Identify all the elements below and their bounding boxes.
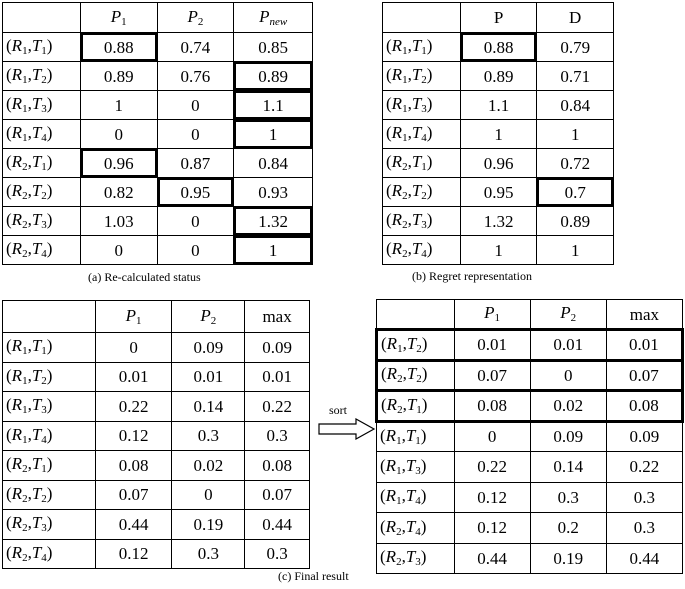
table-cell: 1.32: [460, 207, 537, 236]
table-row: [383, 62, 614, 91]
table-row: [3, 149, 313, 178]
header-max: max: [245, 301, 310, 333]
table-cell: 0.76: [157, 62, 234, 91]
caption-b: (b) Regret representation: [412, 269, 532, 283]
table-cell: 0.19: [530, 543, 606, 574]
table-cell: 0.22: [95, 392, 172, 422]
table-row: [3, 510, 310, 540]
table-cell: 0.89: [460, 62, 537, 91]
table-cell: 0.01: [245, 362, 310, 392]
row-label: $(R_1,T_2)$: [3, 362, 96, 392]
caption-a: (a) Re-calculated status: [88, 270, 201, 284]
table-cell: 0.07: [454, 360, 530, 391]
row-label: $(R_2,T_4)$: [383, 236, 461, 265]
table-cell: 0.07: [95, 480, 172, 510]
table-cell: 0.01: [530, 330, 606, 361]
corner-cell: [3, 301, 96, 333]
table-cell: 0.88: [80, 33, 157, 62]
row-label: $(R_2,T_3)$: [377, 543, 455, 574]
table-cell: 0.93: [234, 178, 313, 207]
table-cell: 0: [80, 236, 157, 265]
row-label: $(R_1,T_2)$: [3, 62, 81, 91]
table-cell: 1: [234, 236, 313, 265]
table-cell: 1.1: [460, 91, 537, 120]
table-cell: 1: [537, 236, 614, 265]
table-cell: 1: [234, 120, 313, 149]
table-cell: 0.22: [454, 452, 530, 483]
header-d: D: [537, 3, 614, 33]
header-p: P: [460, 3, 537, 33]
table-cell: 0.08: [95, 451, 172, 481]
table-cell: 0.12: [454, 513, 530, 544]
table-row: [383, 178, 614, 207]
table-row: [377, 543, 683, 574]
row-label: $(R_1,T_2)$: [383, 62, 461, 91]
row-label: $(R_2,T_4)$: [3, 539, 96, 569]
table-cell: 0: [530, 360, 606, 391]
table-cell: 0.79: [537, 33, 614, 62]
corner-cell: [377, 300, 455, 330]
row-label: $(R_1,T_3)$: [3, 392, 96, 422]
row-label: $(R_2,T_1)$: [377, 391, 455, 422]
table-row: [377, 330, 683, 361]
row-label: $(R_2,T_2)$: [383, 178, 461, 207]
table-cell: 0.09: [172, 333, 245, 363]
table-cell: 0.96: [80, 149, 157, 178]
table-cell: 0.84: [234, 149, 313, 178]
table-cell: 0.09: [606, 421, 682, 452]
table-cell: 0.14: [172, 392, 245, 422]
table-row: [377, 513, 683, 544]
header-p2: $P_2$: [530, 300, 606, 330]
table-cell: 0.01: [172, 362, 245, 392]
regret-representation-table: [382, 2, 614, 265]
table-cell: 0.85: [234, 33, 313, 62]
row-label: $(R_1,T_3)$: [383, 91, 461, 120]
table-cell: 0.44: [606, 543, 682, 574]
table-cell: 0.07: [245, 480, 310, 510]
row-label: $(R_1,T_1)$: [3, 33, 81, 62]
table-cell: 0.74: [157, 33, 234, 62]
table-cell: 0.02: [172, 451, 245, 481]
table-cell: 0.19: [172, 510, 245, 540]
row-label: $(R_2,T_1)$: [3, 451, 96, 481]
table-row: [383, 236, 614, 265]
table-row: [3, 539, 310, 569]
table-cell: 0.02: [530, 391, 606, 422]
table-cell: 0.3: [530, 482, 606, 513]
table-cell: 0.12: [454, 482, 530, 513]
header-p1: $P_1$: [454, 300, 530, 330]
table-row: [3, 120, 313, 149]
row-label: $(R_1,T_3)$: [377, 452, 455, 483]
table-cell: 0.3: [606, 513, 682, 544]
table-cell: 0.89: [80, 62, 157, 91]
row-label: $(R_1,T_4)$: [3, 120, 81, 149]
table-cell: 0.72: [537, 149, 614, 178]
table-cell: 0.12: [95, 539, 172, 569]
table-cell: 0.44: [454, 543, 530, 574]
header-p1: $P_1$: [95, 301, 172, 333]
table-cell: 0.3: [245, 421, 310, 451]
table-cell: 0.96: [460, 149, 537, 178]
table-cell: 0.2: [530, 513, 606, 544]
corner-cell: [383, 3, 461, 33]
row-label: $(R_2,T_3)$: [3, 510, 96, 540]
row-label: $(R_2,T_4)$: [3, 236, 81, 265]
table-row: [3, 207, 313, 236]
sort-label: sort: [329, 403, 347, 417]
row-label: $(R_1,T_2)$: [377, 330, 455, 361]
corner-cell: [3, 3, 81, 33]
row-label: $(R_1,T_4)$: [377, 482, 455, 513]
table-cell: 0.01: [454, 330, 530, 361]
table-cell: 0.95: [460, 178, 537, 207]
table-cell: 1.32: [234, 207, 313, 236]
table-cell: 0: [80, 120, 157, 149]
table-cell: 0.87: [157, 149, 234, 178]
header-max: max: [606, 300, 682, 330]
table-row: [377, 482, 683, 513]
table-cell: 1: [460, 236, 537, 265]
final-result-table-unsorted: [2, 300, 310, 569]
table-cell: 0: [157, 236, 234, 265]
row-label: $(R_1,T_4)$: [383, 120, 461, 149]
row-label: $(R_1,T_1)$: [3, 333, 96, 363]
table-cell: 0.82: [80, 178, 157, 207]
table-cell: 0.3: [606, 482, 682, 513]
caption-c: (c) Final result: [278, 569, 349, 583]
table-cell: 0.95: [157, 178, 234, 207]
row-label: $(R_2,T_3)$: [383, 207, 461, 236]
row-label: $(R_2,T_1)$: [3, 149, 81, 178]
table-cell: 1: [460, 120, 537, 149]
table-cell: 0: [172, 480, 245, 510]
table-row: [377, 391, 683, 422]
table-row: [383, 120, 614, 149]
table-cell: 0.08: [454, 391, 530, 422]
table-cell: 0.71: [537, 62, 614, 91]
table-cell: 0.44: [95, 510, 172, 540]
right-arrow-icon: [318, 418, 376, 440]
recalculated-status-table: [2, 2, 313, 265]
row-label: $(R_1,T_4)$: [3, 421, 96, 451]
final-result-table-sorted: [375, 299, 684, 574]
table-row: [3, 62, 313, 91]
table-row: [377, 452, 683, 483]
row-label: $(R_2,T_4)$: [377, 513, 455, 544]
table-cell: 0.89: [537, 207, 614, 236]
table-cell: 0.3: [172, 421, 245, 451]
table-cell: 0: [157, 91, 234, 120]
table-row: [383, 149, 614, 178]
row-label: $(R_1,T_1)$: [383, 33, 461, 62]
header-p2: $P_2$: [157, 3, 234, 33]
table-row: [3, 333, 310, 363]
table-row: [3, 178, 313, 207]
table-cell: 0.01: [95, 362, 172, 392]
table-cell: 0: [454, 421, 530, 452]
table-row: [383, 207, 614, 236]
table-row: [3, 392, 310, 422]
table-row: [383, 91, 614, 120]
table-row: [383, 33, 614, 62]
table-cell: 0.22: [245, 392, 310, 422]
table-cell: 0.09: [530, 421, 606, 452]
table-cell: 0.7: [537, 178, 614, 207]
row-label: $(R_2,T_3)$: [3, 207, 81, 236]
table-cell: 0.84: [537, 91, 614, 120]
table-cell: 0.44: [245, 510, 310, 540]
table-cell: 1: [537, 120, 614, 149]
table-row: [3, 451, 310, 481]
table-cell: 0.12: [95, 421, 172, 451]
header-p1: $P_1$: [80, 3, 157, 33]
row-label: $(R_1,T_1)$: [377, 421, 455, 452]
table-cell: 0: [95, 333, 172, 363]
table-cell: 0.08: [245, 451, 310, 481]
row-label: $(R_2,T_2)$: [377, 360, 455, 391]
table-cell: 0.3: [245, 539, 310, 569]
table-row: [3, 480, 310, 510]
header-pnew: $P_{new}$: [234, 3, 313, 33]
table-row: [3, 236, 313, 265]
table-cell: 0.88: [460, 33, 537, 62]
row-label: $(R_2,T_2)$: [3, 178, 81, 207]
row-label: $(R_2,T_1)$: [383, 149, 461, 178]
table-row: [3, 421, 310, 451]
header-p2: $P_2$: [172, 301, 245, 333]
table-cell: 0.08: [606, 391, 682, 422]
table-cell: 1: [80, 91, 157, 120]
table-cell: 0.14: [530, 452, 606, 483]
table-cell: 0.09: [245, 333, 310, 363]
table-row: [377, 421, 683, 452]
table-cell: 0.07: [606, 360, 682, 391]
table-row: [3, 91, 313, 120]
table-cell: 0.89: [234, 62, 313, 91]
table-cell: 1.03: [80, 207, 157, 236]
table-row: [3, 362, 310, 392]
table-row: [377, 360, 683, 391]
table-cell: 0.3: [172, 539, 245, 569]
table-cell: 1.1: [234, 91, 313, 120]
table-cell: 0.01: [606, 330, 682, 361]
row-label: $(R_2,T_2)$: [3, 480, 96, 510]
row-label: $(R_1,T_3)$: [3, 91, 81, 120]
table-cell: 0.22: [606, 452, 682, 483]
table-cell: 0: [157, 120, 234, 149]
table-cell: 0: [157, 207, 234, 236]
table-row: [3, 33, 313, 62]
